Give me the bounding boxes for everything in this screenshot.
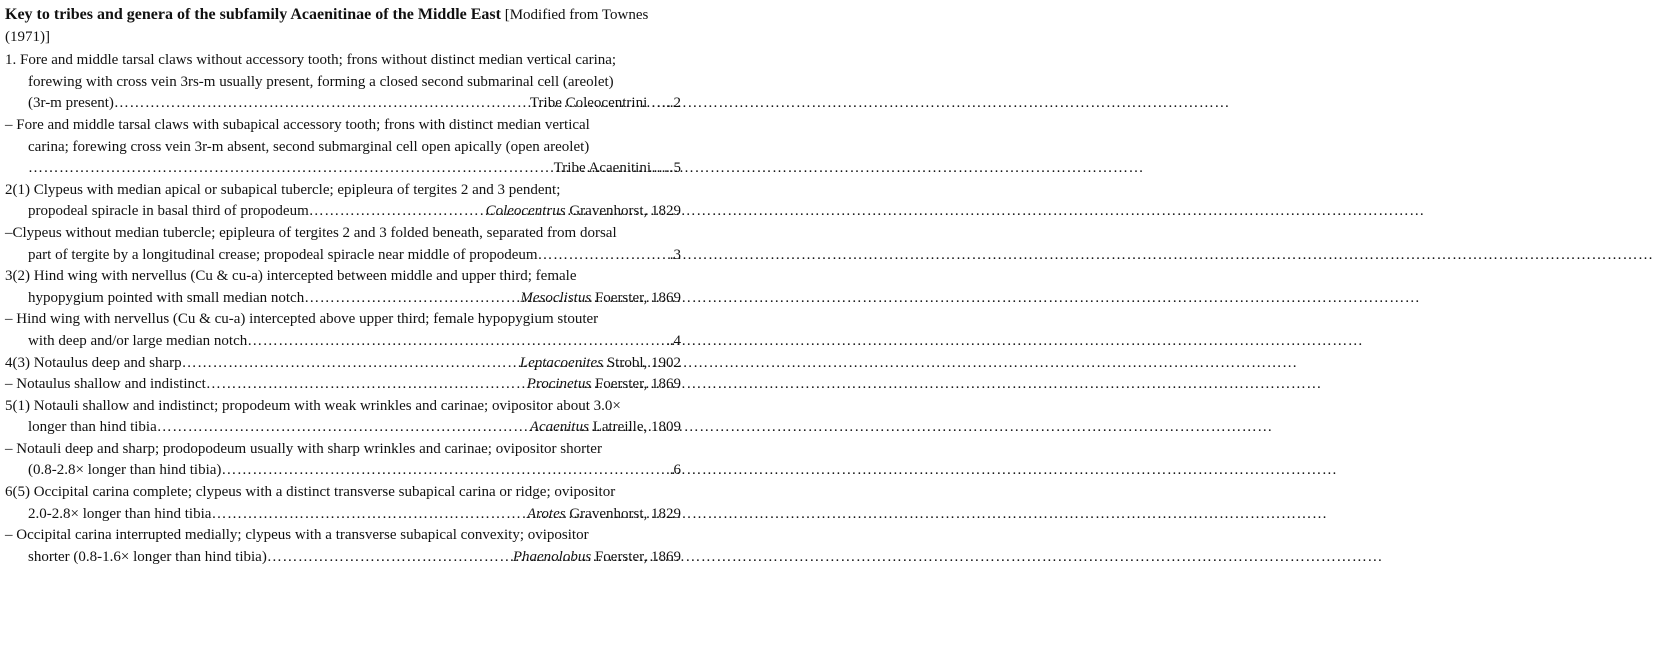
couplet-final-line bbox=[5, 460, 681, 482]
couplet-text: – Hind wing with nervellus (Cu & cu-a) intercepted above upper third; female hypopygium stouter bbox=[5, 311, 599, 328]
couplet-final-line bbox=[5, 374, 681, 396]
couplet-text: propodeal spiracle in basal third of propodeum bbox=[28, 203, 309, 220]
leader-dots bbox=[247, 331, 666, 353]
couplet-result bbox=[513, 547, 681, 569]
key-couplet bbox=[5, 353, 681, 375]
couplet-text: – Fore and middle tarsal claws with subapical accessory tooth; frons with distinct median vertical bbox=[5, 116, 590, 133]
leader-dots bbox=[28, 158, 554, 180]
key-couplet bbox=[5, 374, 681, 396]
couplet-line bbox=[5, 439, 681, 461]
genus-name: Phaenolobus bbox=[512, 548, 592, 565]
couplet-line bbox=[5, 396, 681, 418]
couplet-line bbox=[5, 72, 681, 94]
genus-name: Acaenitus bbox=[529, 419, 589, 436]
key-heading bbox=[5, 4, 681, 48]
genus-name: Mesoclistus bbox=[520, 289, 592, 306]
couplet-text: – Occipital carina interrupted medially; clypeus with a transverse subapical convexity; ovipositor bbox=[5, 527, 589, 544]
couplet-line bbox=[5, 137, 681, 159]
couplet-line bbox=[5, 180, 681, 202]
couplet-text: (3r-m present) bbox=[28, 95, 114, 112]
couplet-text: part of tergite by a longitudinal crease; propodeal spiracle near middle of propodeum bbox=[28, 246, 538, 263]
couplet-text: (0.8-2.8× longer than hind tibia) bbox=[28, 462, 222, 479]
result-text: ..4 bbox=[666, 332, 681, 349]
result-text: Tribe Coleocentrini …..2 bbox=[529, 95, 681, 112]
couplet-result bbox=[520, 353, 681, 375]
couplet-text: carina; forewing cross vein 3r-m absent, second submarginal cell open apically (open areolet) bbox=[28, 138, 590, 155]
couplet-text: – Notaulus shallow and indistinct bbox=[5, 376, 206, 393]
couplet-final-line bbox=[5, 353, 681, 375]
couplet-text: with deep and/or large median notch bbox=[28, 332, 248, 349]
key-document bbox=[0, 0, 685, 662]
couplet-line bbox=[5, 525, 681, 547]
result-text: Tribe Acaenitini…..5 bbox=[553, 160, 681, 177]
couplet-result bbox=[530, 93, 681, 115]
couplet-line bbox=[5, 482, 681, 504]
result-text: Gravenhorst, 1829 bbox=[565, 203, 681, 220]
key-couplet bbox=[5, 309, 681, 352]
leader-dots bbox=[304, 288, 520, 310]
couplet-result bbox=[554, 158, 681, 180]
couplet-final-line bbox=[5, 201, 681, 223]
key-couplet bbox=[5, 266, 681, 309]
result-text: .3 bbox=[669, 246, 681, 263]
couplet-text: 4(3) Notaulus deep and sharp bbox=[5, 354, 182, 371]
couplet-result bbox=[530, 417, 681, 439]
couplet-list bbox=[5, 50, 681, 568]
couplet-result bbox=[520, 288, 681, 310]
couplet-text: 3(2) Hind wing with nervellus (Cu & cu-a) intercepted between middle and upper third; female bbox=[5, 268, 577, 285]
couplet-final-line bbox=[5, 331, 681, 353]
couplet-final-line bbox=[5, 245, 681, 267]
key-title: Key to tribes and genera of the subfamily Acaenitinae of the Middle East bbox=[5, 6, 501, 23]
couplet-final-line bbox=[5, 504, 681, 526]
result-text: .6 bbox=[669, 462, 681, 479]
couplet-text: forewing with cross vein 3rs-m usually present, forming a closed second submarinal cell (areolet) bbox=[28, 73, 614, 90]
key-couplet bbox=[5, 180, 681, 223]
couplet-line bbox=[5, 309, 681, 331]
key-couplet bbox=[5, 396, 681, 439]
couplet-text: hypopygium pointed with small median notch bbox=[28, 289, 305, 306]
couplet-result bbox=[666, 331, 681, 353]
couplet-text: 5(1) Notauli shallow and indistinct; propodeum with weak wrinkles and carinae; ovipositor about 3.0× bbox=[5, 397, 621, 414]
couplet-text: – Notauli deep and sharp; prodopodeum usually with sharp wrinkles and carinae; ovipositor shorter bbox=[5, 440, 602, 457]
couplet-line bbox=[5, 115, 681, 137]
couplet-text: –Clypeus without median tubercle; epipleura of tergites 2 and 3 folded beneath, separated from dorsal bbox=[5, 224, 617, 241]
leader-dots bbox=[538, 245, 670, 267]
leader-dots bbox=[221, 460, 669, 482]
genus-name: Procinetus bbox=[526, 376, 592, 393]
couplet-result bbox=[486, 201, 681, 223]
leader-dots bbox=[309, 201, 486, 223]
genus-name: Arotes bbox=[526, 505, 566, 522]
couplet-final-line bbox=[5, 288, 681, 310]
couplet-text: 2(1) Clypeus with median apical or subapical tubercle; epipleura of tergites 2 and 3 pendent; bbox=[5, 181, 561, 198]
result-text: Foerster, 1869 bbox=[591, 376, 681, 393]
key-couplet bbox=[5, 525, 681, 568]
couplet-final-line bbox=[5, 547, 681, 569]
result-text: Foerster, 1869 bbox=[591, 548, 681, 565]
couplet-text: 2.0-2.8× longer than hind tibia bbox=[28, 505, 212, 522]
leader-dots bbox=[267, 547, 513, 569]
result-text: Gravenhorst, 1829 bbox=[565, 505, 681, 522]
key-couplet bbox=[5, 223, 681, 266]
result-text: Strobl, 1902 bbox=[603, 354, 681, 371]
couplet-result bbox=[670, 460, 681, 482]
key-couplet bbox=[5, 115, 681, 180]
couplet-final-line bbox=[5, 93, 681, 115]
leader-dots bbox=[211, 504, 527, 526]
leader-dots bbox=[157, 417, 530, 439]
leader-dots bbox=[206, 374, 527, 396]
couplet-line bbox=[5, 50, 681, 72]
key-couplet bbox=[5, 439, 681, 482]
genus-name: Leptacoenites bbox=[519, 354, 604, 371]
key-source-note: [Modified from Townes (1971)] bbox=[5, 7, 649, 45]
leader-dots bbox=[182, 353, 520, 375]
key-couplet bbox=[5, 482, 681, 525]
key-couplet bbox=[5, 50, 681, 115]
couplet-text: longer than hind tibia bbox=[28, 419, 157, 436]
couplet-result bbox=[670, 245, 681, 267]
result-text: Foerster, 1869 bbox=[591, 289, 681, 306]
couplet-final-line bbox=[5, 417, 681, 439]
couplet-line bbox=[5, 266, 681, 288]
couplet-result bbox=[527, 374, 681, 396]
genus-name: Coleocentrus bbox=[485, 203, 566, 220]
leader-dots bbox=[114, 93, 530, 115]
couplet-final-line bbox=[5, 158, 681, 180]
couplet-text: 1. Fore and middle tarsal claws without accessory tooth; frons without distinct median vertical carina; bbox=[5, 52, 617, 69]
couplet-text: shorter (0.8-1.6× longer than hind tibia) bbox=[28, 548, 267, 565]
couplet-text: 6(5) Occipital carina complete; clypeus with a distinct transverse subapical carina or ridge; ovipositor bbox=[5, 484, 616, 501]
result-text: Latreille, 1809 bbox=[588, 419, 681, 436]
couplet-result bbox=[527, 504, 681, 526]
couplet-line bbox=[5, 223, 681, 245]
